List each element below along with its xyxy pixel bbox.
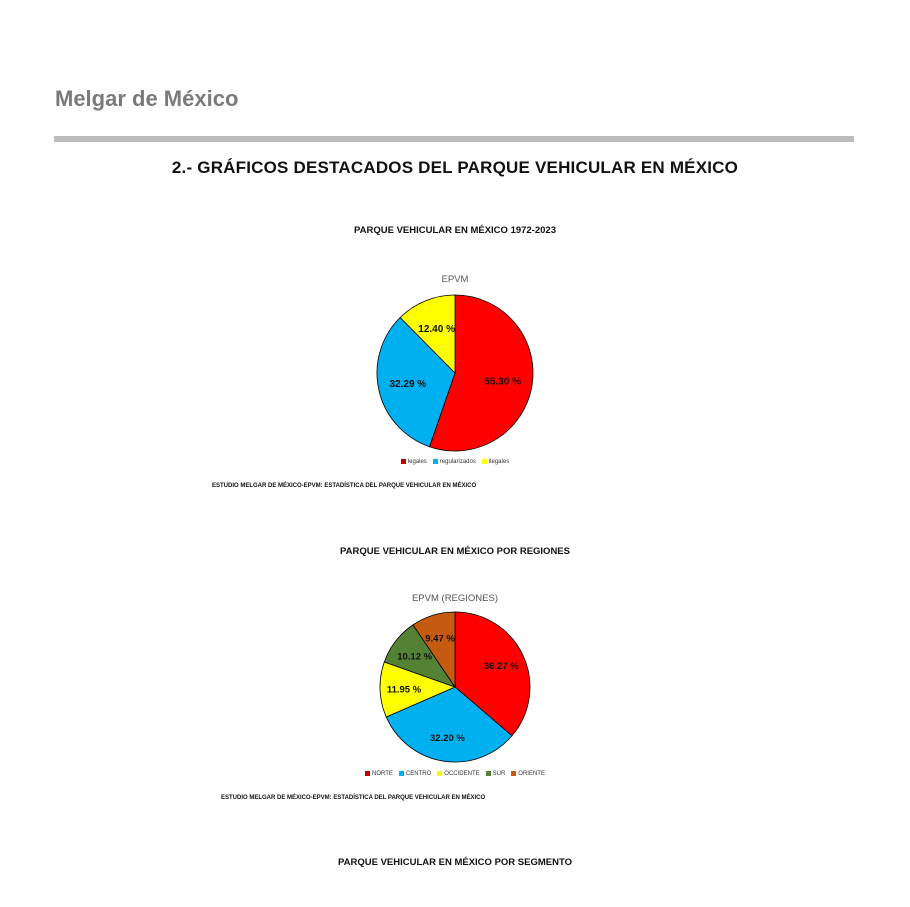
pie2-legend-label: CENTRO bbox=[405, 771, 432, 778]
pie2-label-centro: 32.20 % bbox=[430, 732, 465, 744]
pie1-legend-label: regularizados bbox=[439, 459, 476, 466]
chart-1-legend bbox=[0, 459, 910, 465]
pie2-legend-swatch bbox=[511, 771, 516, 776]
pie2-legend-swatch bbox=[437, 771, 442, 776]
chart-2-title: EPVM (REGIONES) bbox=[411, 593, 499, 604]
pie1-label-ilegales: 12.40 % bbox=[418, 323, 455, 335]
pie2-label-oriente: 9.47 % bbox=[425, 633, 455, 645]
chart-2-heading: PARQUE VEHICULAR EN MÉXICO POR REGIONES bbox=[340, 546, 570, 557]
brand-title: Melgar de México bbox=[55, 86, 239, 111]
chart-2-legend bbox=[0, 771, 910, 777]
pie-chart-2 bbox=[379, 611, 531, 763]
pie1-legend-swatch bbox=[401, 459, 406, 464]
pie2-label-occidente: 11.95 % bbox=[386, 684, 422, 696]
pie1-label-regularizados: 32.29 % bbox=[389, 379, 427, 391]
section-title: 2.- GRÁFICOS DESTACADOS DEL PARQUE VEHICULAR EN MÉXICO bbox=[171, 158, 739, 177]
pie2-legend-item-norte bbox=[365, 771, 393, 777]
pie1-legend-swatch bbox=[482, 459, 487, 464]
pie2-legend-swatch bbox=[399, 771, 404, 776]
pie1-legend-item-ilegales bbox=[482, 459, 509, 465]
pie2-legend-item-oriente bbox=[511, 771, 545, 777]
pie2-label-norte: 36.27 % bbox=[483, 661, 519, 673]
chart-3-heading: PARQUE VEHICULAR EN MÉXICO POR SEGMENTO bbox=[337, 857, 572, 868]
pie2-legend-label: NORTE bbox=[372, 771, 393, 778]
pie2-legend-label: OCCIDENTE bbox=[444, 771, 480, 778]
pie1-legend-label: legales bbox=[407, 459, 427, 466]
chart-1-source: ESTUDIO MELGAR DE MÉXICO-EPVM: ESTADÍSTICA DEL PARQUE VEHICULAR EN MÉXICO bbox=[212, 483, 477, 489]
pie1-legend-label: ilegales bbox=[488, 459, 510, 466]
pie2-legend-swatch bbox=[486, 771, 491, 776]
pie2-legend-label: ORIENTE bbox=[518, 771, 545, 778]
pie2-legend-swatch bbox=[365, 771, 370, 776]
pie2-legend-item-centro bbox=[399, 771, 431, 777]
pie1-legend-item-legales bbox=[401, 459, 427, 465]
pie-chart-1 bbox=[376, 294, 534, 452]
chart-2-source: ESTUDIO MELGAR DE MÉXICO-EPVM: ESTADÍSTICA DEL PARQUE VEHICULAR EN MÉXICO bbox=[221, 795, 486, 801]
pie1-label-legales: 55.30 % bbox=[484, 376, 522, 388]
pie1-legend-swatch bbox=[433, 459, 438, 464]
pie1-legend-item-regularizados bbox=[433, 459, 476, 465]
chart-1-heading: PARQUE VEHICULAR EN MÉXICO 1972-2023 bbox=[353, 225, 557, 236]
header-divider bbox=[54, 136, 854, 142]
pie2-legend-item-sur bbox=[486, 771, 506, 777]
pie2-legend-item-occidente bbox=[437, 771, 479, 777]
chart-1-title: EPVM bbox=[441, 274, 469, 285]
pie2-legend-label: SUR bbox=[492, 771, 506, 778]
pie2-label-sur: 10.12 % bbox=[397, 651, 433, 663]
